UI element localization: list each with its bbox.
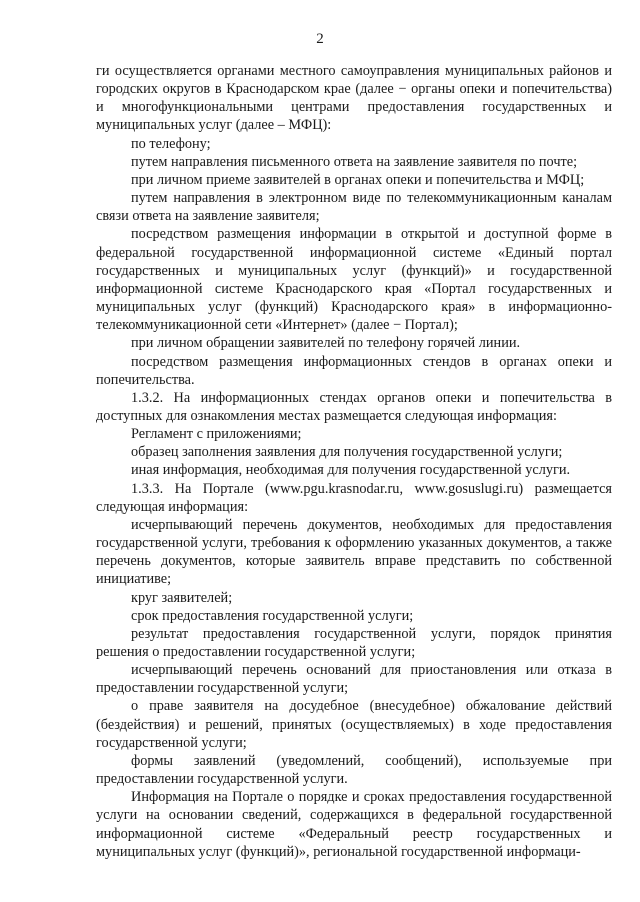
paragraph: путем направления письменного ответа на заявление заявителя по почте;	[131, 153, 578, 170]
paragraph: 1.3.3. На Портале (www.pgu.krasnodar.ru, www.gosuslugi.ru) размещается следующая информация:	[96, 480, 612, 515]
paragraph: круг заявителей;	[131, 589, 233, 606]
paragraph: при личном приеме заявителей в органах опеки и попечительства и МФЦ;	[131, 171, 585, 188]
page-number: 2	[316, 31, 324, 47]
paragraph: по телефону;	[131, 135, 211, 152]
paragraph: иная информация, необходимая для получения государственной услуги.	[131, 462, 571, 479]
paragraph: исчерпывающий перечень документов, необходимых для предоставления государственной услуги, требования к оформлению указанных документов, а также перечень документов, которые заявитель вправе представить по собственной инициативе;	[96, 516, 612, 588]
paragraph: путем направления в электронном виде по телекоммуникационным каналам связи ответа на заявление заявителя;	[96, 190, 612, 225]
paragraph: 1.3.2. На информационных стендах органов опеки и попечительства в доступных для ознакомления местах размещается следующая информация:	[96, 389, 612, 424]
paragraph: посредством размещения информации в открытой и доступной форме в федеральной государственной информационной системе «Единый портал государственных и муниципальных услуг (функций)» и государственной информационной системе Краснодарского края «Портал государственных и муниципальных услуг (функций) Краснодарского края» в информационно-телекоммуникационной сети «Интернет» (далее − Портал);	[96, 226, 612, 334]
paragraph: при личном обращении заявителей по телефону горячей линии.	[131, 335, 521, 352]
paragraph: срок предоставления государственной услуги;	[131, 607, 414, 624]
paragraph: результат предоставления государственной услуги, порядок принятия решения о предоставлении государственной услуги;	[96, 625, 612, 660]
paragraph: образец заполнения заявления для получения государственной услуги;	[131, 444, 563, 461]
paragraph: о праве заявителя на досудебное (внесудебное) обжалование действий (бездействия) и решений, принятых (осуществляемых) в ходе предоставления государственной услуги;	[96, 698, 612, 751]
paragraph: Регламент с приложениями;	[131, 426, 302, 443]
paragraph: Информация на Портале о порядке и сроках предоставления государственной услуги на основании сведений, содержащихся в федеральной государственной информационной системе «Федеральный реестр государственных и муниципальных услуг (функций)», региональной государственной информаци-	[96, 789, 612, 860]
paragraph: формы заявлений (уведомлений, сообщений), используемые при предоставлении государственной услуги.	[96, 752, 612, 788]
paragraph: исчерпывающий перечень оснований для приостановления или отказа в предоставлении государственной услуги;	[96, 662, 612, 697]
paragraph: посредством размещения информационных стендов в органах опеки и попечительства.	[96, 353, 612, 388]
paragraph: ги осуществляется органами местного самоуправления муниципальных районов и городских округов в Краснодарском крае (далее − органы опеки и попечительства) и многофункциональными центрами предоставления государственных и муниципальных услуг (далее – МФЦ):	[96, 63, 612, 134]
document-body	[96, 62, 612, 861]
